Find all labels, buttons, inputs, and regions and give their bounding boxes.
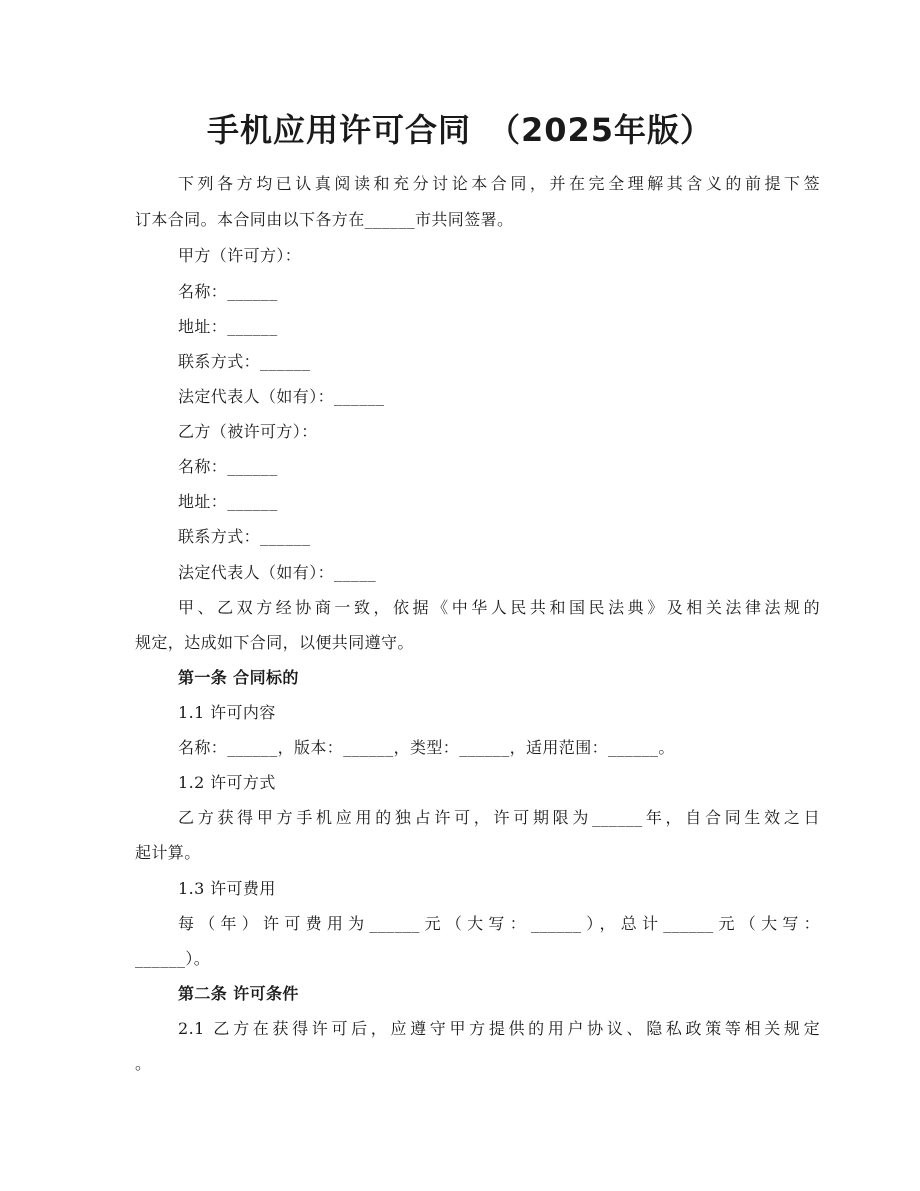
party-a-name: 名称：______ [178, 282, 278, 301]
clause-2-1-body-line-2: 。 [135, 1054, 152, 1073]
agreement-basis-line-2: 规定，达成如下合同，以便共同遵守。 [135, 633, 414, 652]
clause-1-2-body-line-2: 起计算。 [135, 843, 201, 862]
clause-2-1-body-line-1: 2.1 乙方在获得许可后，应遵守甲方提供的用户协议、隐私政策等相关规定 [178, 1019, 820, 1038]
clause-1-1-heading: 1.1 许可内容 [178, 703, 276, 722]
document-title: 手机应用许可合同 （2025年版） [206, 111, 714, 149]
clause-1-3-heading: 1.3 许可费用 [178, 879, 276, 898]
clause-1-3-body-line-1: 每（年）许可费用为______元（大写：______），总计______元（大写： [178, 914, 820, 933]
party-a-contact: 联系方式：______ [178, 352, 311, 371]
party-b-contact: 联系方式：______ [178, 527, 311, 546]
party-b-name: 名称：______ [178, 457, 278, 476]
party-a-representative: 法定代表人（如有）：______ [178, 387, 385, 406]
party-a-heading: 甲方（许可方）： [178, 246, 302, 265]
clause-1-2-heading: 1.2 许可方式 [178, 773, 276, 792]
preamble-line-2: 订本合同。本合同由以下各方在______市共同签署。 [135, 210, 514, 229]
clause-1-2-body-line-1: 乙方获得甲方手机应用的独占许可，许可期限为______年，自合同生效之日 [178, 808, 820, 827]
party-b-representative: 法定代表人（如有）：_____ [178, 563, 377, 582]
article-2-heading: 第二条 许可条件 [178, 984, 299, 1003]
party-b-heading: 乙方（被许可方）： [178, 422, 318, 441]
preamble-line-1: 下列各方均已认真阅读和充分讨论本合同，并在完全理解其含义的前提下签 [178, 174, 820, 193]
party-a-address: 地址：______ [178, 317, 278, 336]
clause-1-1-body: 名称：______，版本：______，类型：______，适用范围：______。 [178, 738, 675, 757]
article-1-heading: 第一条 合同标的 [178, 668, 299, 687]
clause-1-3-body-line-2: ______）。 [135, 949, 211, 968]
party-b-address: 地址：______ [178, 492, 278, 511]
agreement-basis-line-1: 甲、乙双方经协商一致，依据《中华人民共和国民法典》及相关法律法规的 [178, 598, 820, 617]
